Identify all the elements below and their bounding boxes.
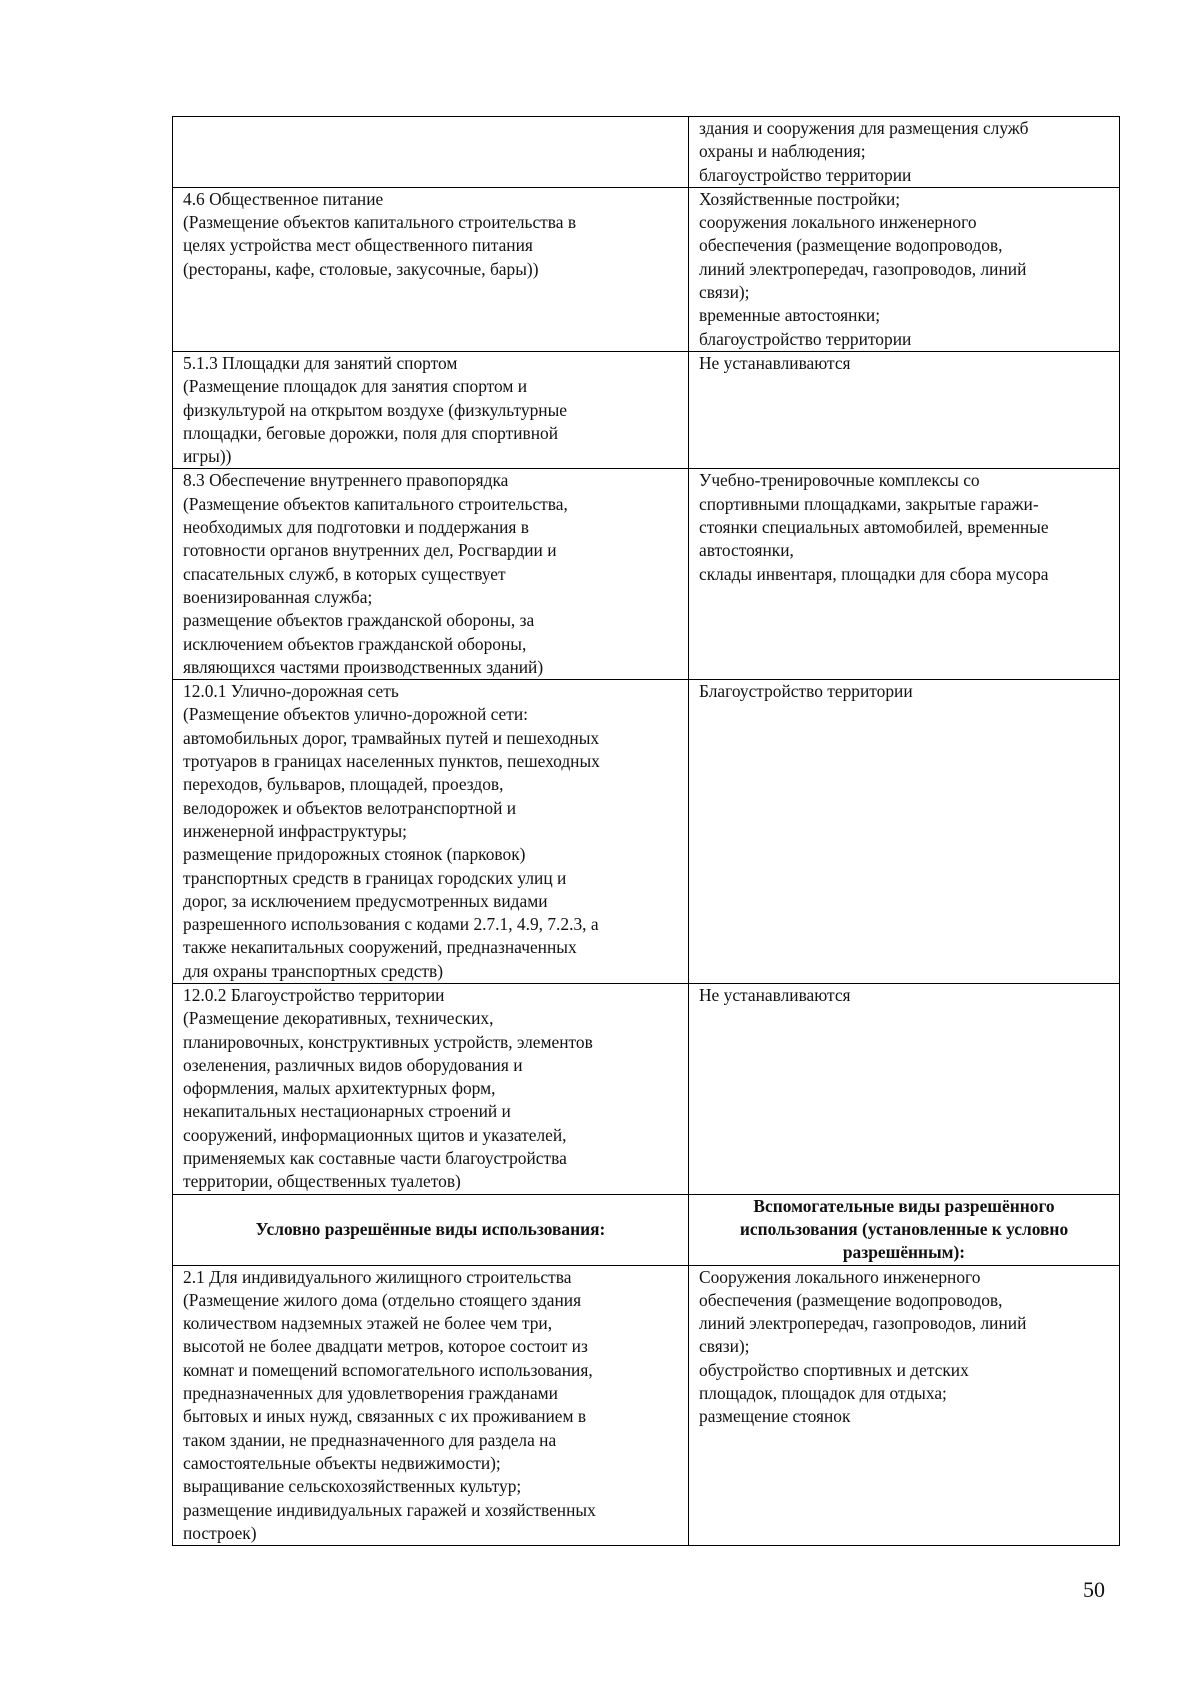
text-line: Благоустройство территории (699, 681, 913, 702)
use-type-cell (173, 983, 689, 1194)
text-line: озеленения, различных видов оборудования и (183, 1054, 523, 1075)
text-line: 12.0.1 Улично-дорожная сеть (183, 681, 399, 702)
table-row (173, 1265, 1120, 1546)
text-line: выращивание сельскохозяйственных культур; (183, 1476, 522, 1497)
text-line: переходов, бульваров, площадей, проездов, (183, 774, 504, 795)
cell-text (183, 188, 678, 281)
text-line: спортивными площадками, закрытые гаражи- (699, 493, 1039, 514)
text-line: (Размещение жилого дома (отдельно стоящего здания (183, 1289, 582, 1310)
use-type-cell (173, 1265, 689, 1546)
text-line: склады инвентаря, площадки для сбора мусора (699, 563, 1049, 584)
text-line: стоянки специальных автомобилей, временные (699, 517, 1049, 538)
table-body (173, 117, 1120, 1546)
cell-text (699, 1266, 1109, 1429)
text-line: размещение объектов гражданской обороны, за (183, 610, 535, 631)
text-line: (Размещение объектов капитального строительства в (183, 212, 577, 233)
text-line: физкультурой на открытом воздухе (физкультурные (183, 399, 567, 420)
text-line: спасательных служб, в которых существует (183, 563, 506, 584)
text-line: здания и сооружения для размещения служб (699, 118, 1029, 138)
text-line: 4.6 Общественное питание (183, 188, 384, 209)
text-line: бытовых и иных нужд, связанных с их проживанием в (183, 1406, 587, 1427)
page-number: 50 (1083, 1577, 1105, 1602)
table-row (173, 117, 1120, 188)
text-line: 8.3 Обеспечение внутреннего правопорядка (183, 470, 509, 491)
section-header-row (173, 1194, 1120, 1265)
text-line: линий электропередач, газопроводов, линий (699, 258, 1027, 279)
text-line: площадок, площадок для отдыха; (699, 1383, 947, 1404)
text-line: обустройство спортивных и детских (699, 1359, 969, 1380)
text-line: построек) (183, 1522, 257, 1543)
use-type-cell (173, 117, 689, 188)
text-line: применяемых как составные части благоустройства (183, 1148, 567, 1169)
auxiliary-use-cell (689, 983, 1120, 1194)
text-line: исключением объектов гражданской обороны, (183, 633, 527, 654)
text-line: площадки, беговые дорожки, поля для спортивной (183, 422, 559, 443)
text-line: самостоятельные объекты недвижимости); (183, 1452, 501, 1473)
text-line: для охраны транспортных средств) (183, 960, 444, 981)
text-line: автостоянки, (699, 540, 794, 561)
cell-text (699, 984, 1109, 1007)
text-line: временные автостоянки; (699, 305, 881, 326)
text-line: использования (установленные к условно (739, 1218, 1069, 1239)
text-line: количеством надземных этажей не более чем три, (183, 1313, 553, 1334)
text-line: 12.0.2 Благоустройство территории (183, 984, 445, 1005)
text-line: 5.1.3 Площадки для занятий спортом (183, 352, 458, 373)
text-line: являющихся частями производственных зданий) (183, 656, 544, 677)
use-type-cell (173, 351, 689, 468)
cell-text (699, 469, 1109, 585)
cell-text (183, 352, 678, 468)
text-line: тротуаров в границах населенных пунктов, пешеходных (183, 751, 600, 772)
text-line: линий электропередач, газопроводов, линий (699, 1313, 1027, 1334)
text-line: велодорожек и объектов велотранспортной и (183, 797, 517, 818)
text-line: 2.1 Для индивидуального жилищного строительства (183, 1266, 572, 1287)
land-use-table (172, 116, 1120, 1546)
table-row (173, 351, 1120, 468)
text-line: также некапитальных сооружений, предназначенных (183, 937, 577, 958)
text-line: обеспечения (размещение водопроводов, (699, 235, 1003, 256)
auxiliary-use-heading (689, 1194, 1120, 1265)
table-row (173, 680, 1120, 984)
use-type-cell (173, 469, 689, 680)
use-type-cell (173, 187, 689, 351)
text-line: благоустройство территории (699, 328, 912, 349)
text-line: инженерной инфраструктуры; (183, 820, 407, 841)
text-line: размещение придорожных стоянок (парковок) (183, 844, 526, 865)
text-line: (Размещение декоративных, технических, (183, 1008, 494, 1029)
text-line: некапитальных нестационарных строений и (183, 1101, 511, 1122)
text-line: Не устанавливаются (699, 352, 851, 373)
text-line: комнат и помещений вспомогательного использования, (183, 1359, 593, 1380)
use-type-cell (173, 680, 689, 984)
cell-text (183, 469, 678, 679)
text-line: целях устройства мест общественного питания (183, 235, 533, 256)
cell-text (699, 680, 1109, 703)
text-line: Вспомогательные виды разрешённого (753, 1195, 1055, 1216)
cell-text (183, 680, 678, 983)
cell-text (699, 1195, 1109, 1265)
cell-text (699, 352, 1109, 375)
cell-text (699, 188, 1109, 351)
text-line: автомобильных дорог, трамвайных путей и пешеходных (183, 727, 600, 748)
conditional-use-heading: Условно разрешённые виды использования: (173, 1194, 689, 1265)
text-line: планировочных, конструктивных устройств, элементов (183, 1031, 593, 1052)
text-line: охраны и наблюдения; (699, 141, 866, 162)
text-line: сооружений, информационных щитов и указателей, (183, 1124, 567, 1145)
text-line: территории, общественных туалетов) (183, 1171, 461, 1192)
table-row (173, 187, 1120, 351)
cell-text (183, 1266, 678, 1546)
text-line: Сооружения локального инженерного (699, 1266, 981, 1287)
text-line: Не устанавливаются (699, 984, 851, 1005)
text-line: сооружения локального инженерного (699, 212, 977, 233)
text-line: высотой не более двадцати метров, которое состоит из (183, 1336, 588, 1357)
text-line: связи); (699, 282, 750, 303)
text-line: связи); (699, 1336, 750, 1357)
auxiliary-use-cell (689, 680, 1120, 984)
text-line: Учебно-тренировочные комплексы со (699, 470, 980, 491)
text-line: военизированная служба; (183, 586, 373, 607)
text-line: необходимых для подготовки и поддержания в (183, 517, 529, 538)
text-line: (Размещение объектов капитального строительства, (183, 493, 568, 514)
auxiliary-use-cell (689, 1265, 1120, 1546)
text-line: готовности органов внутренних дел, Росгвардии и (183, 540, 557, 561)
cell-text (183, 984, 678, 1194)
table-row (173, 469, 1120, 680)
text-line: Хозяйственные постройки; (699, 188, 901, 209)
cell-text (699, 117, 1109, 187)
auxiliary-use-cell (689, 469, 1120, 680)
text-line: (Размещение площадок для занятия спортом и (183, 376, 528, 397)
text-line: разрешенного использования с кодами 2.7.1, 4.9, 7.2.3, а (183, 914, 599, 935)
text-line: транспортных средств в границах городских улиц и (183, 867, 567, 888)
auxiliary-use-cell (689, 187, 1120, 351)
text-line: дорог, за исключением предусмотренных видами (183, 890, 548, 911)
text-line: размещение индивидуальных гаражей и хозяйственных (183, 1499, 596, 1520)
text-line: (Размещение объектов улично-дорожной сети: (183, 704, 529, 725)
text-line: обеспечения (размещение водопроводов, (699, 1289, 1003, 1310)
text-line: оформления, малых архитектурных форм, (183, 1078, 496, 1099)
text-line: (рестораны, кафе, столовые, закусочные, бары)) (183, 258, 539, 279)
table-row (173, 983, 1120, 1194)
text-line: благоустройство территории (699, 164, 912, 185)
text-line: таком здании, не предназначенного для раздела на (183, 1429, 557, 1450)
text-line: размещение стоянок (699, 1406, 851, 1427)
auxiliary-use-cell (689, 351, 1120, 468)
auxiliary-use-cell (689, 117, 1120, 188)
text-line: разрешённым): (842, 1242, 966, 1263)
text-line: предназначенных для удовлетворения гражданами (183, 1383, 558, 1404)
text-line: игры)) (183, 446, 232, 467)
